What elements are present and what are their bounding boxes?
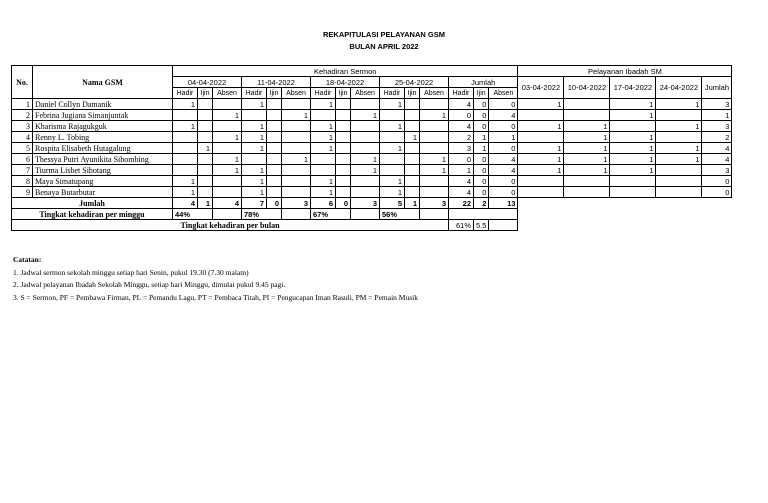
attendance-cell [380,165,405,176]
sub-header: Absen [351,88,380,99]
row-number: 1 [12,99,33,110]
attendance-cell [420,99,449,110]
sub-header: Ijin [474,88,489,99]
sub-header: Hadir [242,88,267,99]
no-header: No. [12,66,33,99]
attendance-total-cell: 4 [489,154,518,165]
attendance-cell: 1 [380,143,405,154]
attendance-cell [405,99,420,110]
sub-header: Ijin [198,88,213,99]
attendance-cell [380,132,405,143]
attendance-total-cell: 4 [449,176,474,187]
attendance-cell: 1 [311,176,336,187]
right-filler [518,220,732,231]
attendance-cell [405,110,420,121]
attendance-cell [405,143,420,154]
attendance-cell: 1 [213,110,242,121]
attendance-cell: 1 [242,165,267,176]
gsm-name: Renny L. Tobing [33,132,173,143]
attendance-cell [282,121,311,132]
attendance-total-cell: 0 [474,176,489,187]
attendance-cell [282,132,311,143]
header-row-1 [12,66,732,77]
attendance-cell [405,187,420,198]
sermon-total-header: Jumlah [449,77,518,88]
name-header: Nama GSM [33,66,173,99]
attendance-cell [380,154,405,165]
jumlah-total-cell: 2 [474,198,489,209]
attendance-total-cell: 1 [474,132,489,143]
attendance-cell [336,143,351,154]
weekly-rate-value: 56% [380,209,420,220]
ibadah-cell: 1 [656,143,702,154]
jumlah-total-cell: 13 [489,198,518,209]
sub-header: Ijin [336,88,351,99]
attendance-cell: 1 [405,132,420,143]
weekly-rate-spacer [282,209,311,220]
attendance-cell: 1 [282,154,311,165]
attendance-cell: 1 [242,99,267,110]
note-item: 1. Jadwal sermon sekolah minggu setiap hari Senin, pukul 19.30 (7.30 malam) [13,267,249,277]
row-number: 8 [12,176,33,187]
ibadah-cell: 1 [564,121,610,132]
attendance-cell [267,143,282,154]
ibadah-total-cell: 4 [702,143,732,154]
row-number: 3 [12,121,33,132]
ibadah-cell [518,187,564,198]
attendance-cell [351,187,380,198]
jumlah-cell: 0 [336,198,351,209]
attendance-cell [420,176,449,187]
attendance-total-cell: 0 [489,187,518,198]
monthly-rate-percent: 61% [449,220,474,231]
attendance-cell: 1 [311,187,336,198]
attendance-cell [420,143,449,154]
attendance-cell [173,154,198,165]
ibadah-cell: 1 [518,165,564,176]
attendance-total-cell: 1 [489,132,518,143]
table-row [12,187,732,198]
ibadah-date-header: 24-04-2022 [656,77,702,99]
report-subtitle: BULAN APRIL 2022 [349,42,419,51]
attendance-total-cell: 0 [474,99,489,110]
attendance-cell: 1 [380,187,405,198]
ibadah-cell [656,132,702,143]
right-filler [518,209,732,220]
attendance-cell [213,99,242,110]
attendance-total-cell: 0 [474,165,489,176]
ibadah-total-cell: 0 [702,176,732,187]
attendance-cell [405,165,420,176]
gsm-name: Febrina Jugiana Simanjuntak [33,110,173,121]
jumlah-cell: 3 [351,198,380,209]
attendance-cell: 1 [380,121,405,132]
attendance-cell: 1 [213,154,242,165]
ibadah-cell [656,110,702,121]
kehadiran-sermon-header: Kehadiran Sermon [173,66,518,77]
attendance-cell: 1 [198,143,213,154]
attendance-cell [336,165,351,176]
sub-header: Absen [420,88,449,99]
gsm-name: Thessya Putri Ayunikita Sihombing [33,154,173,165]
attendance-cell [267,187,282,198]
attendance-total-cell: 0 [449,154,474,165]
attendance-cell [267,176,282,187]
jumlah-cell: 5 [380,198,405,209]
attendance-cell [198,121,213,132]
attendance-total-cell: 0 [489,121,518,132]
ibadah-cell: 1 [564,143,610,154]
attendance-total-cell: 0 [474,121,489,132]
row-number: 2 [12,110,33,121]
ibadah-cell [656,165,702,176]
gsm-name: Daniel Collyn Damanik [33,99,173,110]
ibadah-cell: 1 [656,121,702,132]
table-row [12,121,732,132]
attendance-cell [282,187,311,198]
ibadah-cell [518,110,564,121]
attendance-cell [242,154,267,165]
row-number: 6 [12,154,33,165]
note-item: 2. Jadwal pelayanan Ibadah Sekolah Minggu, setiap hari Minggu, dimulai pukul 9.45 pagi. [13,280,286,289]
attendance-cell [351,143,380,154]
attendance-cell: 1 [380,99,405,110]
weekly-rate-value: 44% [173,209,213,220]
attendance-cell: 1 [311,143,336,154]
table-row [12,132,732,143]
jumlah-cell: 1 [405,198,420,209]
gsm-name: Benaya Butarbutar [33,187,173,198]
attendance-cell: 1 [242,143,267,154]
attendance-cell [311,165,336,176]
attendance-cell [351,99,380,110]
attendance-total-cell: 0 [474,154,489,165]
attendance-cell: 1 [351,110,380,121]
ibadah-total-cell: 4 [702,154,732,165]
jumlah-cell: 0 [267,198,282,209]
row-number: 4 [12,132,33,143]
ibadah-cell: 1 [656,99,702,110]
jumlah-cell: 7 [242,198,267,209]
ibadah-cell: 1 [656,154,702,165]
attendance-cell [311,110,336,121]
ibadah-cell [564,110,610,121]
notes-section [13,254,418,304]
ibadah-cell: 1 [564,165,610,176]
pelayanan-ibadah-header: Pelayanan Ibadah SM [518,66,732,77]
ibadah-total-header: Jumlah [702,77,732,99]
attendance-total-cell: 0 [474,110,489,121]
attendance-cell: 1 [173,187,198,198]
attendance-cell [267,121,282,132]
ibadah-total-cell: 3 [702,165,732,176]
attendance-cell: 1 [173,176,198,187]
table-row [12,110,732,121]
ibadah-cell: 1 [518,99,564,110]
sermon-date-header: 18-04-2022 [311,77,380,88]
sub-header: Absen [282,88,311,99]
weekly-rate-spacer [213,209,242,220]
jumlah-cell: 3 [420,198,449,209]
ibadah-total-cell: 3 [702,99,732,110]
attendance-cell: 1 [213,132,242,143]
attendance-cell: 1 [380,176,405,187]
notes-heading: Catatan: [13,255,42,264]
attendance-cell [198,187,213,198]
ibadah-cell [656,187,702,198]
attendance-cell [336,132,351,143]
attendance-cell [282,143,311,154]
table-row [12,165,732,176]
attendance-cell [282,165,311,176]
attendance-cell [282,176,311,187]
ibadah-cell: 1 [564,154,610,165]
gsm-name: Rospita Elisabeth Hutagalung [33,143,173,154]
ibadah-cell: 1 [610,143,656,154]
sermon-date-header: 11-04-2022 [242,77,311,88]
ibadah-total-cell: 0 [702,187,732,198]
attendance-cell [242,110,267,121]
attendance-cell [213,143,242,154]
attendance-total-cell: 4 [489,165,518,176]
ibadah-cell: 1 [610,99,656,110]
ibadah-cell: 1 [518,143,564,154]
attendance-cell [336,154,351,165]
gsm-name: Tiurma Lisbet Sihotang [33,165,173,176]
weekly-rate-value: 78% [242,209,282,220]
jumlah-total-cell: 22 [449,198,474,209]
attendance-total-cell: 0 [489,143,518,154]
ibadah-cell: 1 [610,132,656,143]
attendance-total-cell: 4 [449,187,474,198]
attendance-cell: 1 [242,187,267,198]
attendance-total-cell: 4 [449,99,474,110]
row-number: 9 [12,187,33,198]
attendance-cell [198,99,213,110]
attendance-cell [213,176,242,187]
weekly-rate-spacer [420,209,449,220]
ibadah-total-cell: 2 [702,132,732,143]
jumlah-cell: 3 [282,198,311,209]
table-row [12,176,732,187]
sub-header: Absen [213,88,242,99]
attendance-cell [311,154,336,165]
gsm-name: Kharisma Rajagukguk [33,121,173,132]
attendance-cell: 1 [242,132,267,143]
attendance-cell [198,132,213,143]
attendance-cell: 1 [173,99,198,110]
ibadah-cell [610,176,656,187]
attendance-cell [351,132,380,143]
weekly-rate-label: Tingkat kehadiran per minggu [12,209,173,220]
attendance-cell: 1 [213,165,242,176]
row-number: 7 [12,165,33,176]
attendance-cell [267,99,282,110]
attendance-cell [198,165,213,176]
attendance-cell: 1 [242,121,267,132]
attendance-total-cell: 4 [449,121,474,132]
ibadah-cell: 1 [610,110,656,121]
attendance-cell: 1 [420,154,449,165]
jumlah-cell: 4 [213,198,242,209]
ibadah-cell: 1 [610,165,656,176]
sermon-date-header: 25-04-2022 [380,77,449,88]
attendance-cell [405,121,420,132]
jumlah-cell: 6 [311,198,336,209]
attendance-total-cell: 2 [449,132,474,143]
attendance-cell: 1 [311,99,336,110]
table-row [12,99,732,110]
ibadah-cell [564,187,610,198]
monthly-rate-spacer [489,220,518,231]
attendance-cell: 1 [311,132,336,143]
ibadah-cell [518,132,564,143]
attendance-cell [420,187,449,198]
attendance-total-cell: 0 [474,187,489,198]
weekly-rate-spacer [351,209,380,220]
attendance-cell [336,110,351,121]
attendance-cell [267,110,282,121]
attendance-cell [336,99,351,110]
attendance-total-cell: 0 [449,110,474,121]
ibadah-cell [610,121,656,132]
ibadah-cell: 1 [564,132,610,143]
ibadah-total-cell: 3 [702,121,732,132]
jumlah-row [12,198,732,209]
attendance-cell [198,176,213,187]
attendance-total-cell: 0 [489,99,518,110]
attendance-total-cell: 1 [474,143,489,154]
sub-header: Hadir [449,88,474,99]
attendance-table [11,65,732,231]
attendance-cell [380,110,405,121]
ibadah-cell [656,176,702,187]
ibadah-cell [610,187,656,198]
weekly-rate-value: 67% [311,209,351,220]
ibadah-cell [564,99,610,110]
ibadah-date-header: 03-04-2022 [518,77,564,99]
attendance-cell [336,187,351,198]
jumlah-cell: 4 [173,198,198,209]
attendance-cell [336,176,351,187]
monthly-rate-value: 5.5 [474,220,489,231]
attendance-cell [198,110,213,121]
report-title: REKAPITULASI PELAYANAN GSM [323,30,445,39]
attendance-total-cell: 1 [449,165,474,176]
sub-header: Absen [489,88,518,99]
attendance-cell: 1 [351,154,380,165]
attendance-cell [336,121,351,132]
attendance-cell [173,165,198,176]
sub-header: Hadir [380,88,405,99]
ibadah-date-header: 17-04-2022 [610,77,656,99]
attendance-cell [420,132,449,143]
attendance-cell [173,132,198,143]
ibadah-cell: 1 [518,121,564,132]
ibadah-total-cell: 1 [702,110,732,121]
sub-header: Hadir [311,88,336,99]
attendance-cell [198,154,213,165]
attendance-total-cell: 3 [449,143,474,154]
monthly-rate-label: Tingkat kehadiran per bulan [12,220,449,231]
attendance-cell [267,132,282,143]
ibadah-cell [518,176,564,187]
sub-header: Hadir [173,88,198,99]
table-row [12,154,732,165]
attendance-cell [405,176,420,187]
table-row [12,143,732,154]
attendance-cell [267,154,282,165]
attendance-cell [173,110,198,121]
sub-header: Ijin [405,88,420,99]
ibadah-date-header: 10-04-2022 [564,77,610,99]
attendance-cell: 1 [242,176,267,187]
attendance-cell [267,165,282,176]
attendance-cell [213,187,242,198]
attendance-total-cell: 0 [489,176,518,187]
sub-header: Ijin [267,88,282,99]
note-item: 3. S = Sermon, PF = Pembawa Firman, PL = Pemandu Lagu, PT = Pembaca Titah, PI = Pengucapan Iman Rasuli, PM = Pemain Musik [13,292,418,302]
attendance-cell: 1 [282,110,311,121]
attendance-total-cell: 4 [489,110,518,121]
attendance-cell [351,176,380,187]
jumlah-label: Jumlah [12,198,173,209]
weekly-rate-row [12,209,732,220]
attendance-cell: 1 [420,110,449,121]
ibadah-cell [564,176,610,187]
attendance-cell: 1 [311,121,336,132]
sermon-date-header: 04-04-2022 [173,77,242,88]
jumlah-cell: 1 [198,198,213,209]
attendance-cell [420,121,449,132]
weekly-rate-spacer [449,209,518,220]
attendance-cell: 1 [351,165,380,176]
table-body [12,99,732,231]
ibadah-cell: 1 [610,154,656,165]
gsm-name: Maya Simatupang [33,176,173,187]
attendance-cell [213,121,242,132]
right-filler [518,198,732,209]
row-number: 5 [12,143,33,154]
monthly-rate-row [12,220,732,231]
attendance-cell: 1 [420,165,449,176]
attendance-cell [351,121,380,132]
attendance-cell [173,143,198,154]
attendance-cell [282,99,311,110]
attendance-cell: 1 [173,121,198,132]
attendance-cell [405,154,420,165]
ibadah-cell: 1 [518,154,564,165]
